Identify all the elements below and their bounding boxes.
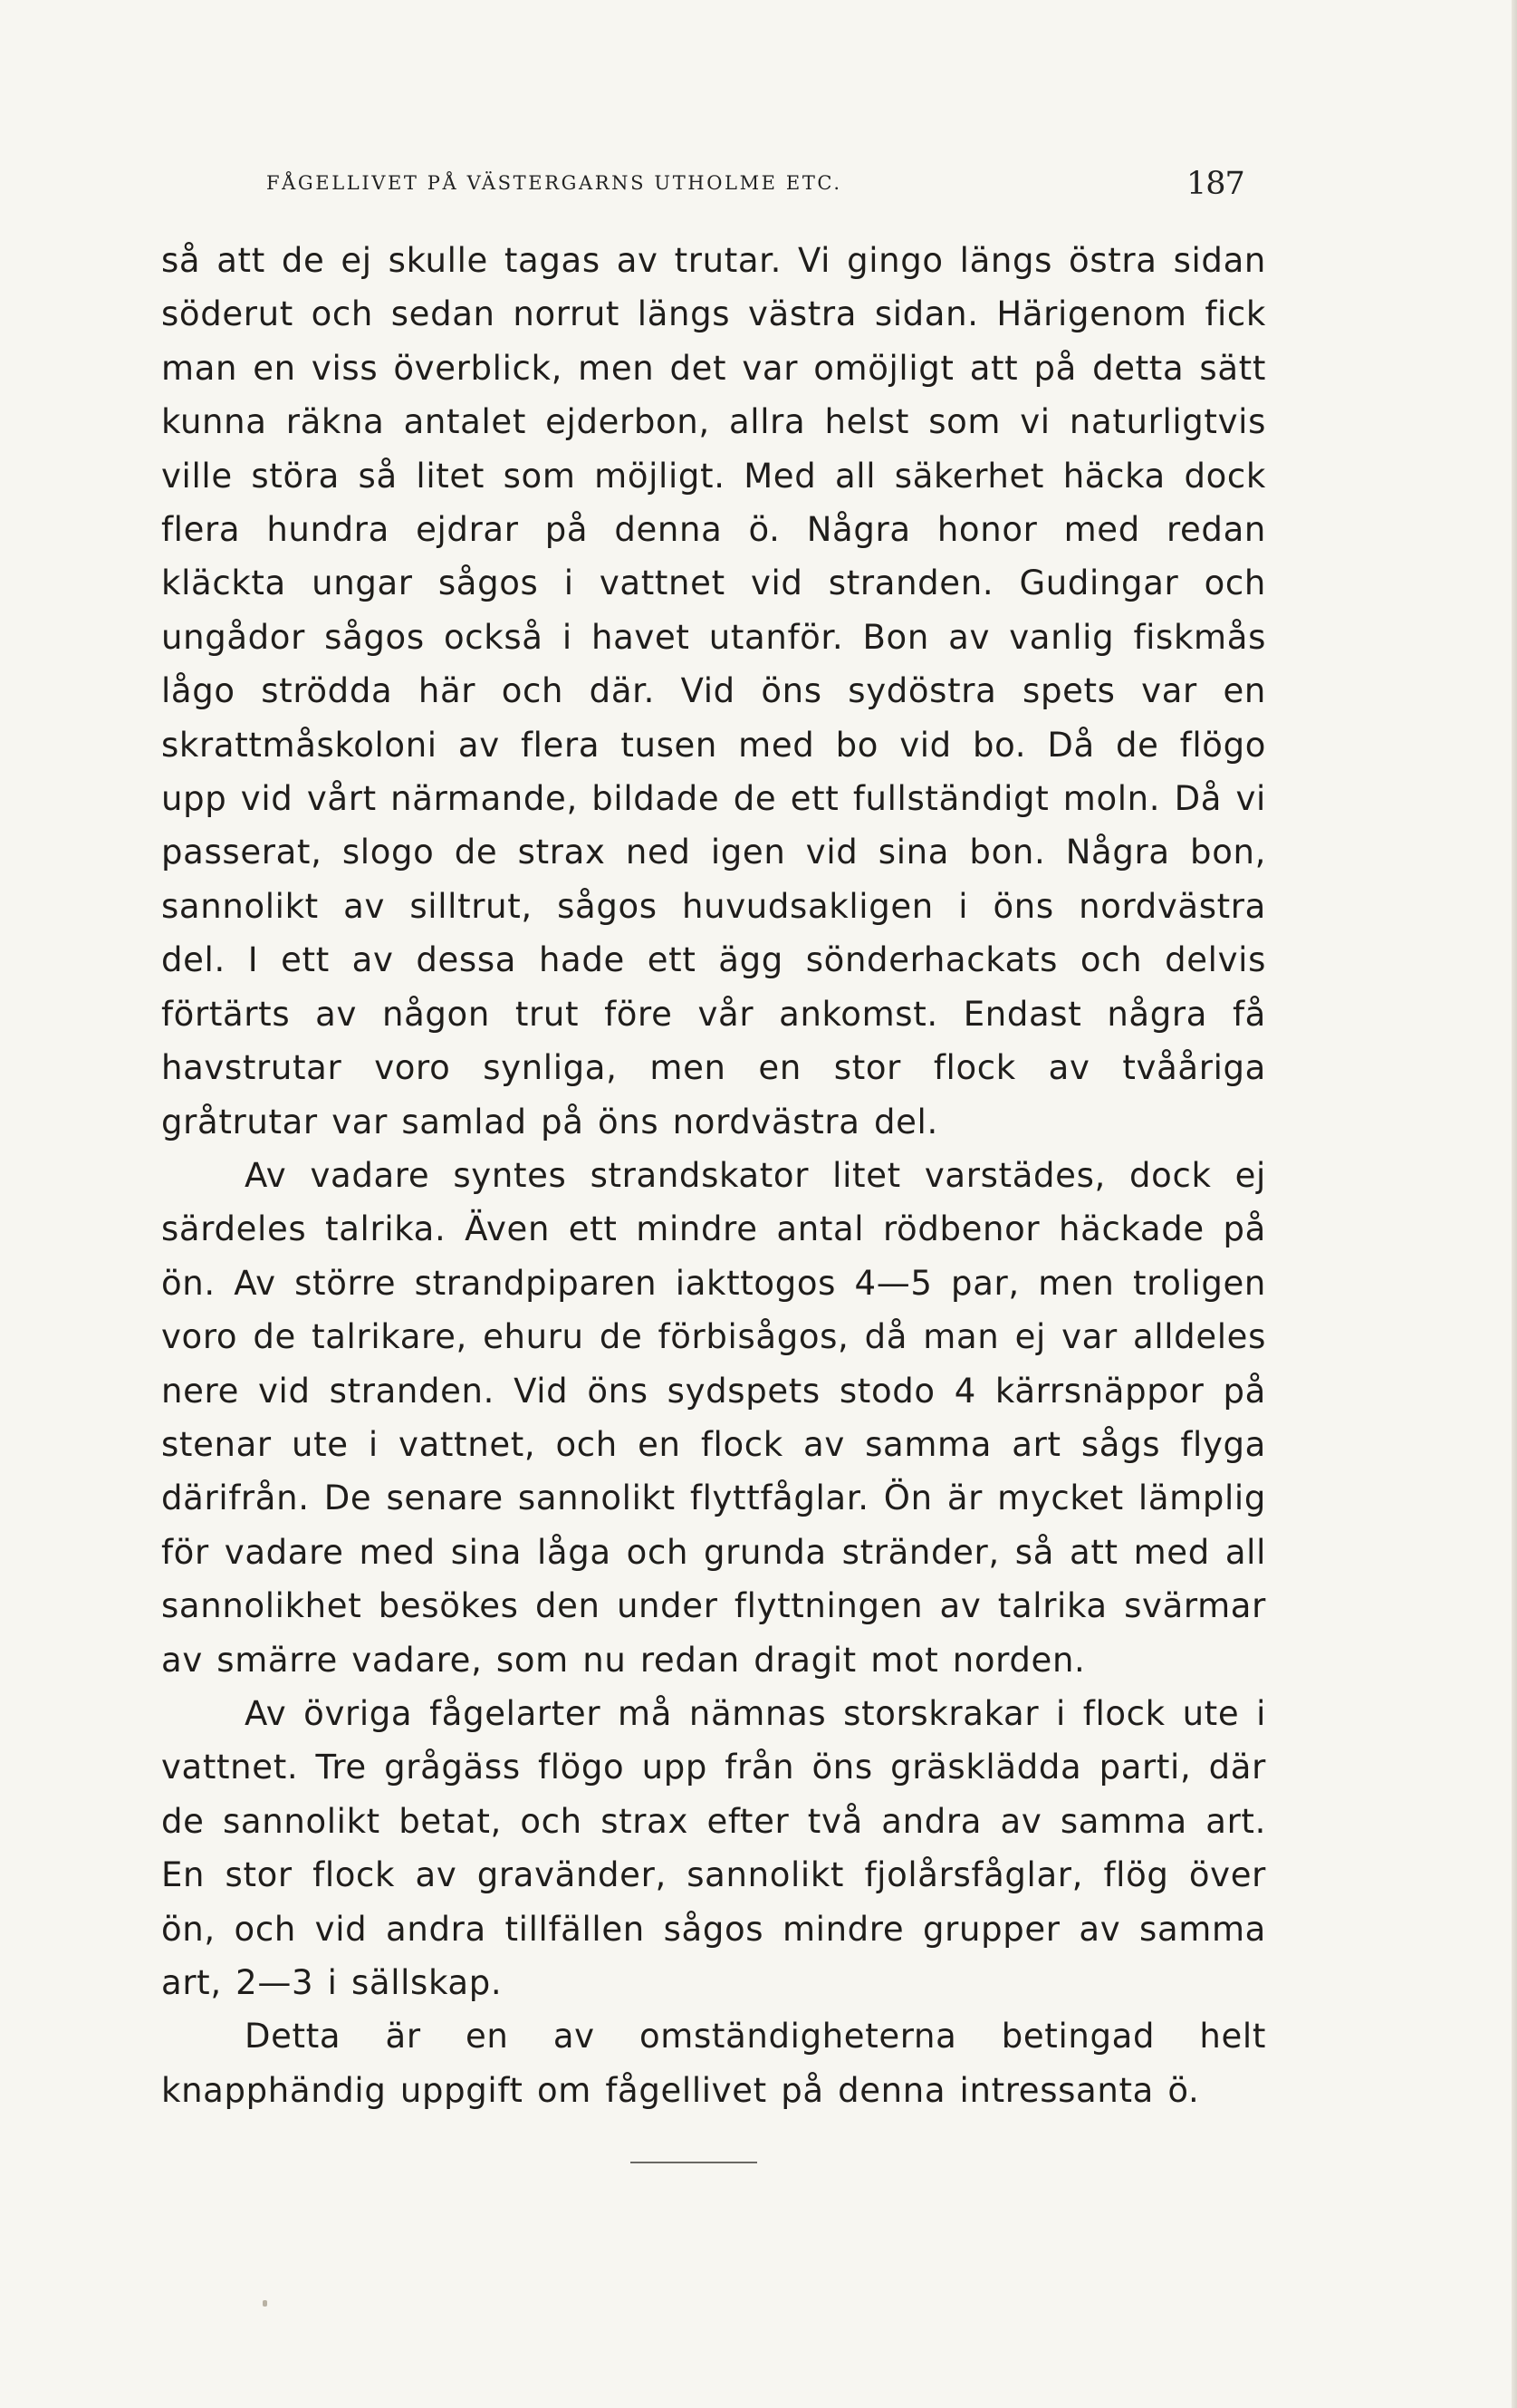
- running-title: FÅGELLIVET PÅ VÄSTERGARNS UTHOLME ETC.: [266, 172, 842, 194]
- end-rule-divider: [630, 2162, 757, 2163]
- paper-speck: [263, 2300, 267, 2307]
- paragraph-closing-note: Detta är en av omständigheterna betingad helt knapphändig uppgift om fågellivet på denna intressanta ö.: [161, 2017, 1266, 2110]
- page-edge-shadow: [1512, 0, 1517, 2408]
- paragraph-ejder-colony: så att de ej skulle tagas av trutar. Vi gingo längs östra sidan söderut och sedan norrut längs västra sidan. Härigenom fick man en viss överblick, men det var omöjligt att på detta sätt kunna räkna antalet ejderbon, allra helst som vi naturligtvis ville störa så litet som möjligt. Med all säkerhet häcka dock flera hundra ejdrar på denna ö. Några honor med redan kläckta ungar sågos i vattnet vid stranden. Gudingar och ungådor sågos också i havet utanför. Bon av vanlig fiskmås lågo strödda här och där. Vid öns sydöstra spets var en skrattmåskoloni av flera tusen med bo vid bo. Då de flögo upp vid vårt närmande, bildade de ett fullständigt moln. Då vi passerat, slogo de strax ned igen vid sina bon. Några bon, sannolikt av silltrut, sågos huvudsakligen i öns nordvästra del. I ett av dessa hade ett ägg sönderhackats och delvis förtärts av någon trut före vår ankomst. Endast några få havstrutar voro synliga, men en stor flock av tvååriga gråtrutar var samlad på öns nordvästra del.: [161, 241, 1266, 1141]
- body-text: [161, 234, 1266, 2117]
- paragraph-other-birds: Av övriga fågelarter må nämnas storskrakar i flock ute i vattnet. Tre grågäss flögo upp från öns gräsklädda parti, där de sannolikt betat, och strax efter två andra av samma art. En stor flock av gravänder, sannolikt fjolårsfåglar, flög över ön, och vid andra tillfällen sågos mindre grupper av samma art, 2—3 i sällskap.: [161, 1693, 1266, 2002]
- page-number: 187: [1186, 166, 1244, 202]
- paragraph-waders: Av vadare syntes strandskator litet varstädes, dock ej särdeles talrika. Även ett mindre antal rödbenor häckade på ön. Av större strandpiparen iakttogos 4—5 par, men troligen voro de talrikare, ehuru de förbisågos, då man ej var alldeles nere vid stranden. Vid öns sydspets stodo 4 kärrsnäppor på stenar ute i vattnet, och en flock av samma art sågs flyga därifrån. De senare sannolikt flyttfåglar. Ön är mycket lämplig för vadare med sina låga och grunda stränder, så att med all sannolikhet besökes den under flyttningen av talrika svärmar av smärre vadare, som nu redan dragit mot norden.: [161, 1155, 1266, 1680]
- running-head: [0, 166, 1517, 208]
